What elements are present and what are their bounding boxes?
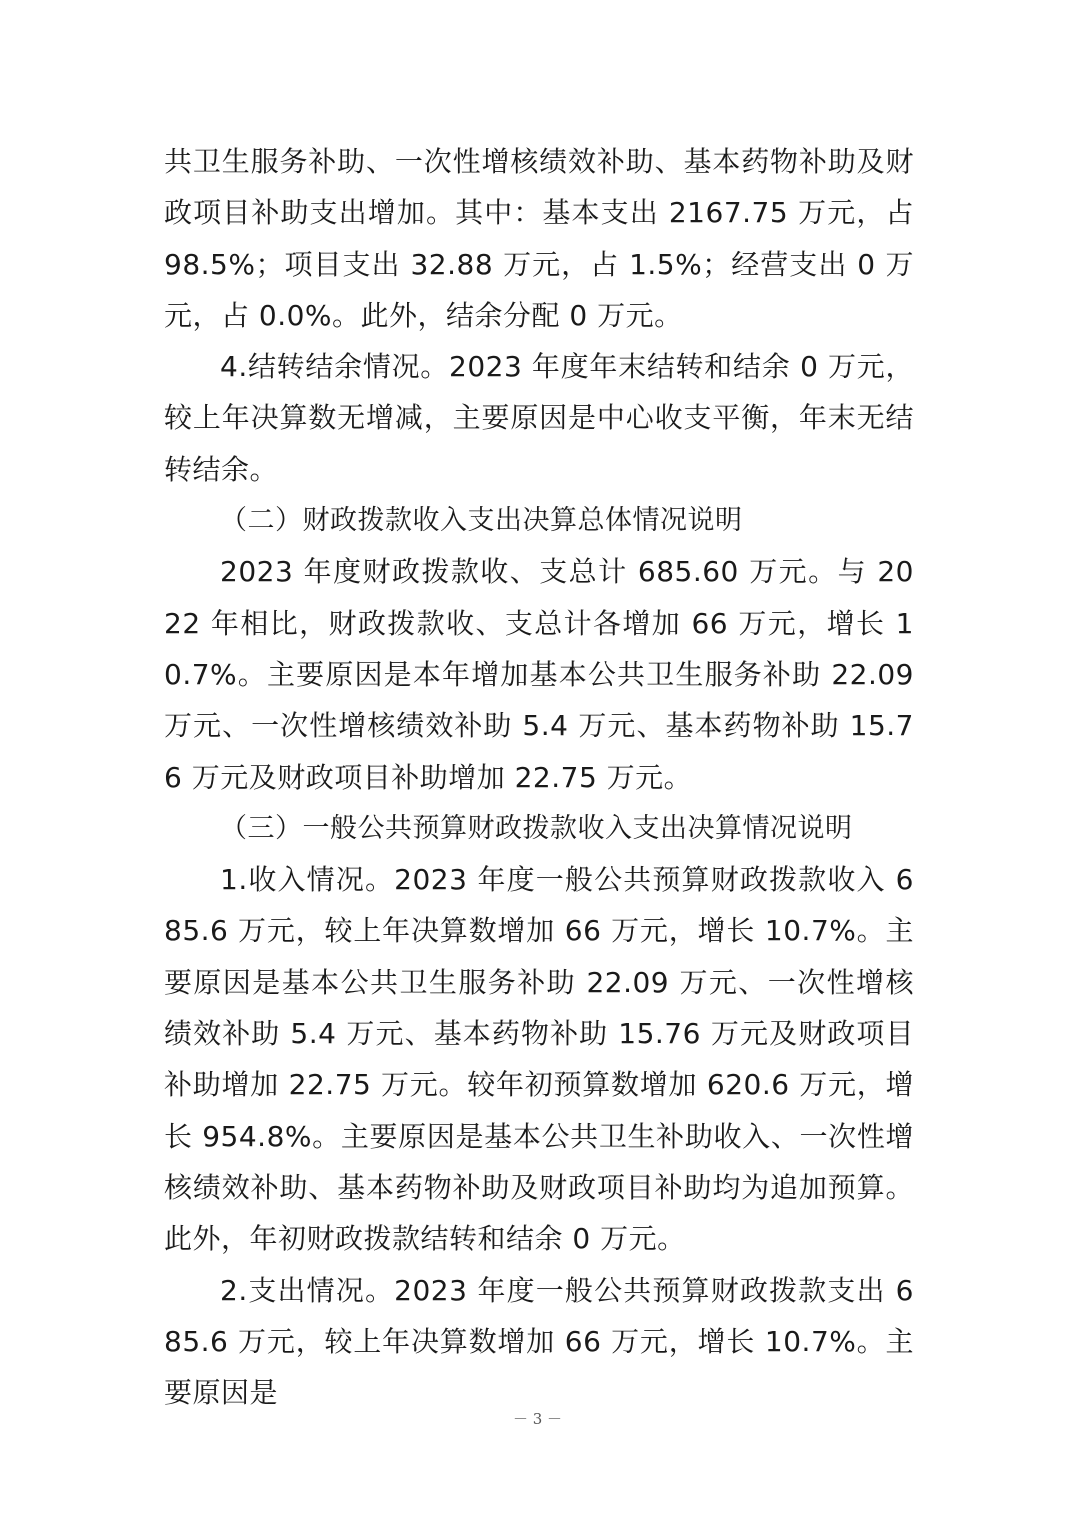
section-heading-fiscal-appropriation: （二）财政拨款收入支出决算总体情况说明 bbox=[220, 505, 743, 537]
paragraph-income: 1.收入情况。2023 年度一般公共预算财政拨款收入 685.6 万元，较上年决算数增加 66 万元，增长 10.7%。主要原因是基本公共卫生服务补助 22.09 万元、一次性增核绩效补助 5.4 万元、基本药物补助 15.76 万元及财政项目补助增加 22.75 万元。较年初预算数增加 620.6 万元，增长 954.8%。主要原因是基本公共卫生补助收入、一次性增核绩效补助、基本药物补助及财政项目补助均为追加预算。此外，年初财政拨款结转和结余 0 万元。 bbox=[164, 863, 914, 1256]
paragraph-carryover-balance: 4.结转结余情况。2023 年度年末结转和结余 0 万元，较上年决算数无增减，主要原因是中心收支平衡，年末无结转结余。 bbox=[164, 350, 914, 486]
paragraph-fiscal-appropriation-total: 2023 年度财政拨款收、支总计 685.60 万元。与 2022 年相比，财政拨款收、支总计各增加 66 万元，增长 10.7%。主要原因是本年增加基本公共卫生服务补助 22.09 万元、一次性增核绩效补助 5.4 万元、基本药物补助 15.76 万元及财政项目补助增加 22.75 万元。 bbox=[164, 555, 914, 794]
page-number: － 3 － bbox=[512, 1410, 563, 1428]
document-body bbox=[164, 136, 914, 1418]
section-heading-general-public-budget: （三）一般公共预算财政拨款收入支出决算情况说明 bbox=[220, 812, 853, 844]
paragraph-expenditure: 2.支出情况。2023 年度一般公共预算财政拨款支出 685.6 万元，较上年决算数增加 66 万元，增长 10.7%。主要原因是 bbox=[164, 1273, 914, 1410]
paragraph-continued-expenditure: 共卫生服务补助、一次性增核绩效补助、基本药物补助及财政项目补助支出增加。其中：基本支出 2167.75 万元，占 98.5%；项目支出 32.88 万元，占 1.5%；经营支出 0 万元，占 0.0%。此外，结余分配 0 万元。 bbox=[164, 145, 914, 332]
